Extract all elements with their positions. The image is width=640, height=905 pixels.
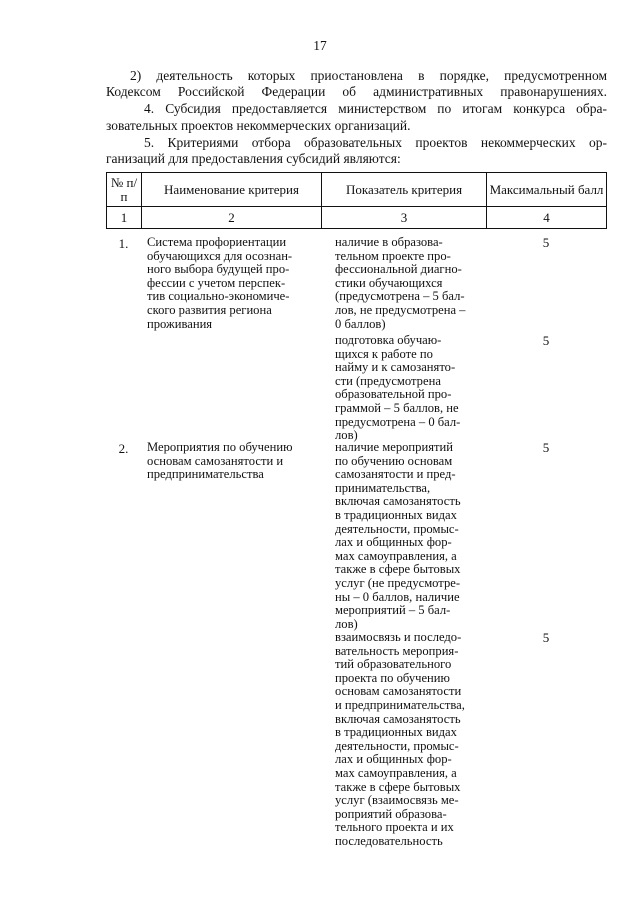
index-cell: 4 <box>487 207 607 229</box>
indicator-text: подготовка обучаю- щихся к работе по найму и к самозанято- сти (предусмотрена образовательной про- граммой – 5 баллов, не предусмотрена – 0 бал- лов) <box>335 333 461 443</box>
indicator-text: наличие мероприятий по обучению основам самозанятости и пред- принимательства, включая самозанятость в традиционных видах деятельности, промыс- лах и общинных фор- мах самоуправления, а также в сфере бытовых услуг (не предусмотре- ны – 0 баллов, наличие мероприятий – 5 бал- лов) <box>335 440 461 631</box>
index-cell: 3 <box>322 207 487 229</box>
score-value: 5 <box>542 235 550 250</box>
header-number: № п/п <box>107 173 142 207</box>
header-max-score: Максимальный балл <box>487 173 607 207</box>
intro-line: ганизаций для предоставления субсидий являются: <box>106 151 401 166</box>
index-cell: 1 <box>107 207 142 229</box>
intro-line: Кодексом Российской Федерации об административных правонарушениях. <box>106 84 607 99</box>
indicator-text: наличие в образова- тельном проекте про- фессиональной диагно- стики обучающихся (предусмотрена – 5 бал- лов, не предусмотрена – 0 баллов) <box>335 235 466 331</box>
intro-line: 2) деятельность которых приостановлена в порядке, предусмотренном <box>130 68 607 83</box>
criterion-name: Мероприятия по обучению основам самозанятости и предпринимательства <box>147 440 293 482</box>
intro-line: 5. Критериями отбора образовательных проектов некоммерческих ор- <box>144 135 607 150</box>
score-value: 5 <box>542 333 550 348</box>
intro-line: 4. Субсидия предоставляется министерством по итогам конкурса обра- <box>144 101 607 116</box>
page-number: 17 <box>313 38 327 53</box>
score-value: 5 <box>542 630 550 645</box>
index-cell: 2 <box>142 207 322 229</box>
header-criterion: Наименование критерия <box>142 173 322 207</box>
criterion-name: Система профориентации обучающихся для осознан- ного выбора будущей про- фессии с учетом перспек- тив социально-экономиче- ского развития региона проживания <box>147 235 293 331</box>
header-indicator: Показатель критерия <box>322 173 487 207</box>
row-number: 1. <box>118 236 129 251</box>
criteria-table-header <box>106 172 607 229</box>
intro-line: зовательных проектов некоммерческих организаций. <box>106 118 411 133</box>
indicator-text: взаимосвязь и последо- вательность мероприя- тий образовательного проекта по обучению основам самозанятости и предпринимательства, включая самозанятость в традиционных видах деятельности, промыс- лах и общинных фор- мах самоуправления, а также в сфере бытовых услуг (взаимосвязь ме- роприятий образова- тельного проекта и их последовательность <box>335 630 465 848</box>
score-value: 5 <box>542 440 550 455</box>
row-number: 2. <box>118 441 129 456</box>
